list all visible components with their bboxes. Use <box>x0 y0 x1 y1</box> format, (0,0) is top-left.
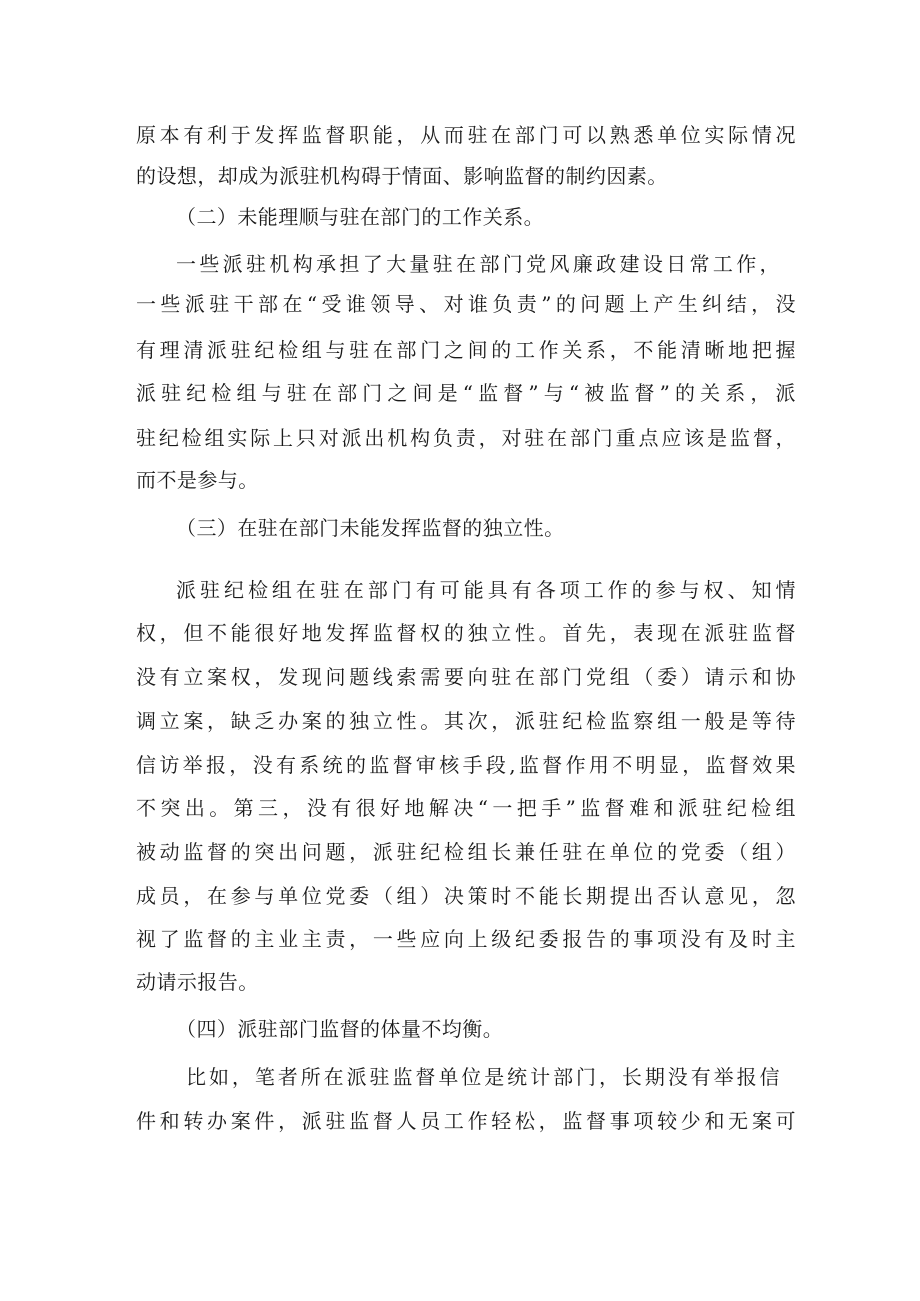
text-line: 信访举报，没有系统的监督审核手段,监督作用不明显，监督效果 <box>136 753 796 777</box>
text-line: 调立案，缺乏办案的独立性。其次，派驻纪检监察组一般是等待 <box>136 709 796 733</box>
text-line: 比如，笔者所在派驻监督单位是统计部门，长期没有举报信 <box>186 1065 780 1089</box>
text-line: 成员，在参与单位党委（组）决策时不能长期提出否认意见，忽 <box>136 884 796 908</box>
text-line: 派驻纪检组与驻在部门之间是“监督”与“被监督”的关系，派 <box>136 381 796 405</box>
text-line: 没有立案权，发现问题线索需要向驻在部门党组（委）请示和协 <box>136 665 796 689</box>
text-line: 原本有利于发挥监督职能，从而驻在部门可以熟悉单位实际情况 <box>136 123 796 147</box>
text-line: 动请示报告。 <box>136 970 259 994</box>
text-line: 驻纪检组实际上只对派出机构负责，对驻在部门重点应该是监督， <box>136 426 796 450</box>
text-line: 派驻纪检组在驻在部门有可能具有各项工作的参与权、知情 <box>176 578 796 602</box>
text-line: 有理清派驻纪检组与驻在部门之间的工作关系，不能清晰地把握 <box>136 338 796 362</box>
text-line: 权，但不能很好地发挥监督权的独立性。首先，表现在派驻监督 <box>136 621 796 645</box>
section-heading-3: （三）在驻在部门未能发挥监督的独立性。 <box>176 516 565 540</box>
text-line: 不突出。第三，没有很好地解决“一把手”监督难和派驻纪检组 <box>136 796 796 820</box>
text-line: 而不是参与。 <box>136 468 259 492</box>
text-line: 一些派驻干部在“受谁领导、对谁负责”的问题上产生纠结，没 <box>136 292 796 316</box>
text-line: 件和转办案件，派驻监督人员工作轻松，监督事项较少和无案可 <box>136 1109 796 1133</box>
text-line: 视了监督的主业主责，一些应向上级纪委报告的事项没有及时主 <box>136 927 796 951</box>
section-heading-4: （四）派驻部门监督的体量不均衡。 <box>176 1017 504 1041</box>
section-heading-2: （二）未能理顺与驻在部门的工作关系。 <box>176 205 545 229</box>
text-line: 一些派驻机构承担了大量驻在部门党风廉政建设日常工作， <box>176 252 780 276</box>
text-line: 的设想，却成为派驻机构碍于情面、影响监督的制约因素。 <box>136 164 668 188</box>
text-line: 被动监督的突出问题，派驻纪检组长兼任驻在单位的党委（组） <box>136 840 796 864</box>
